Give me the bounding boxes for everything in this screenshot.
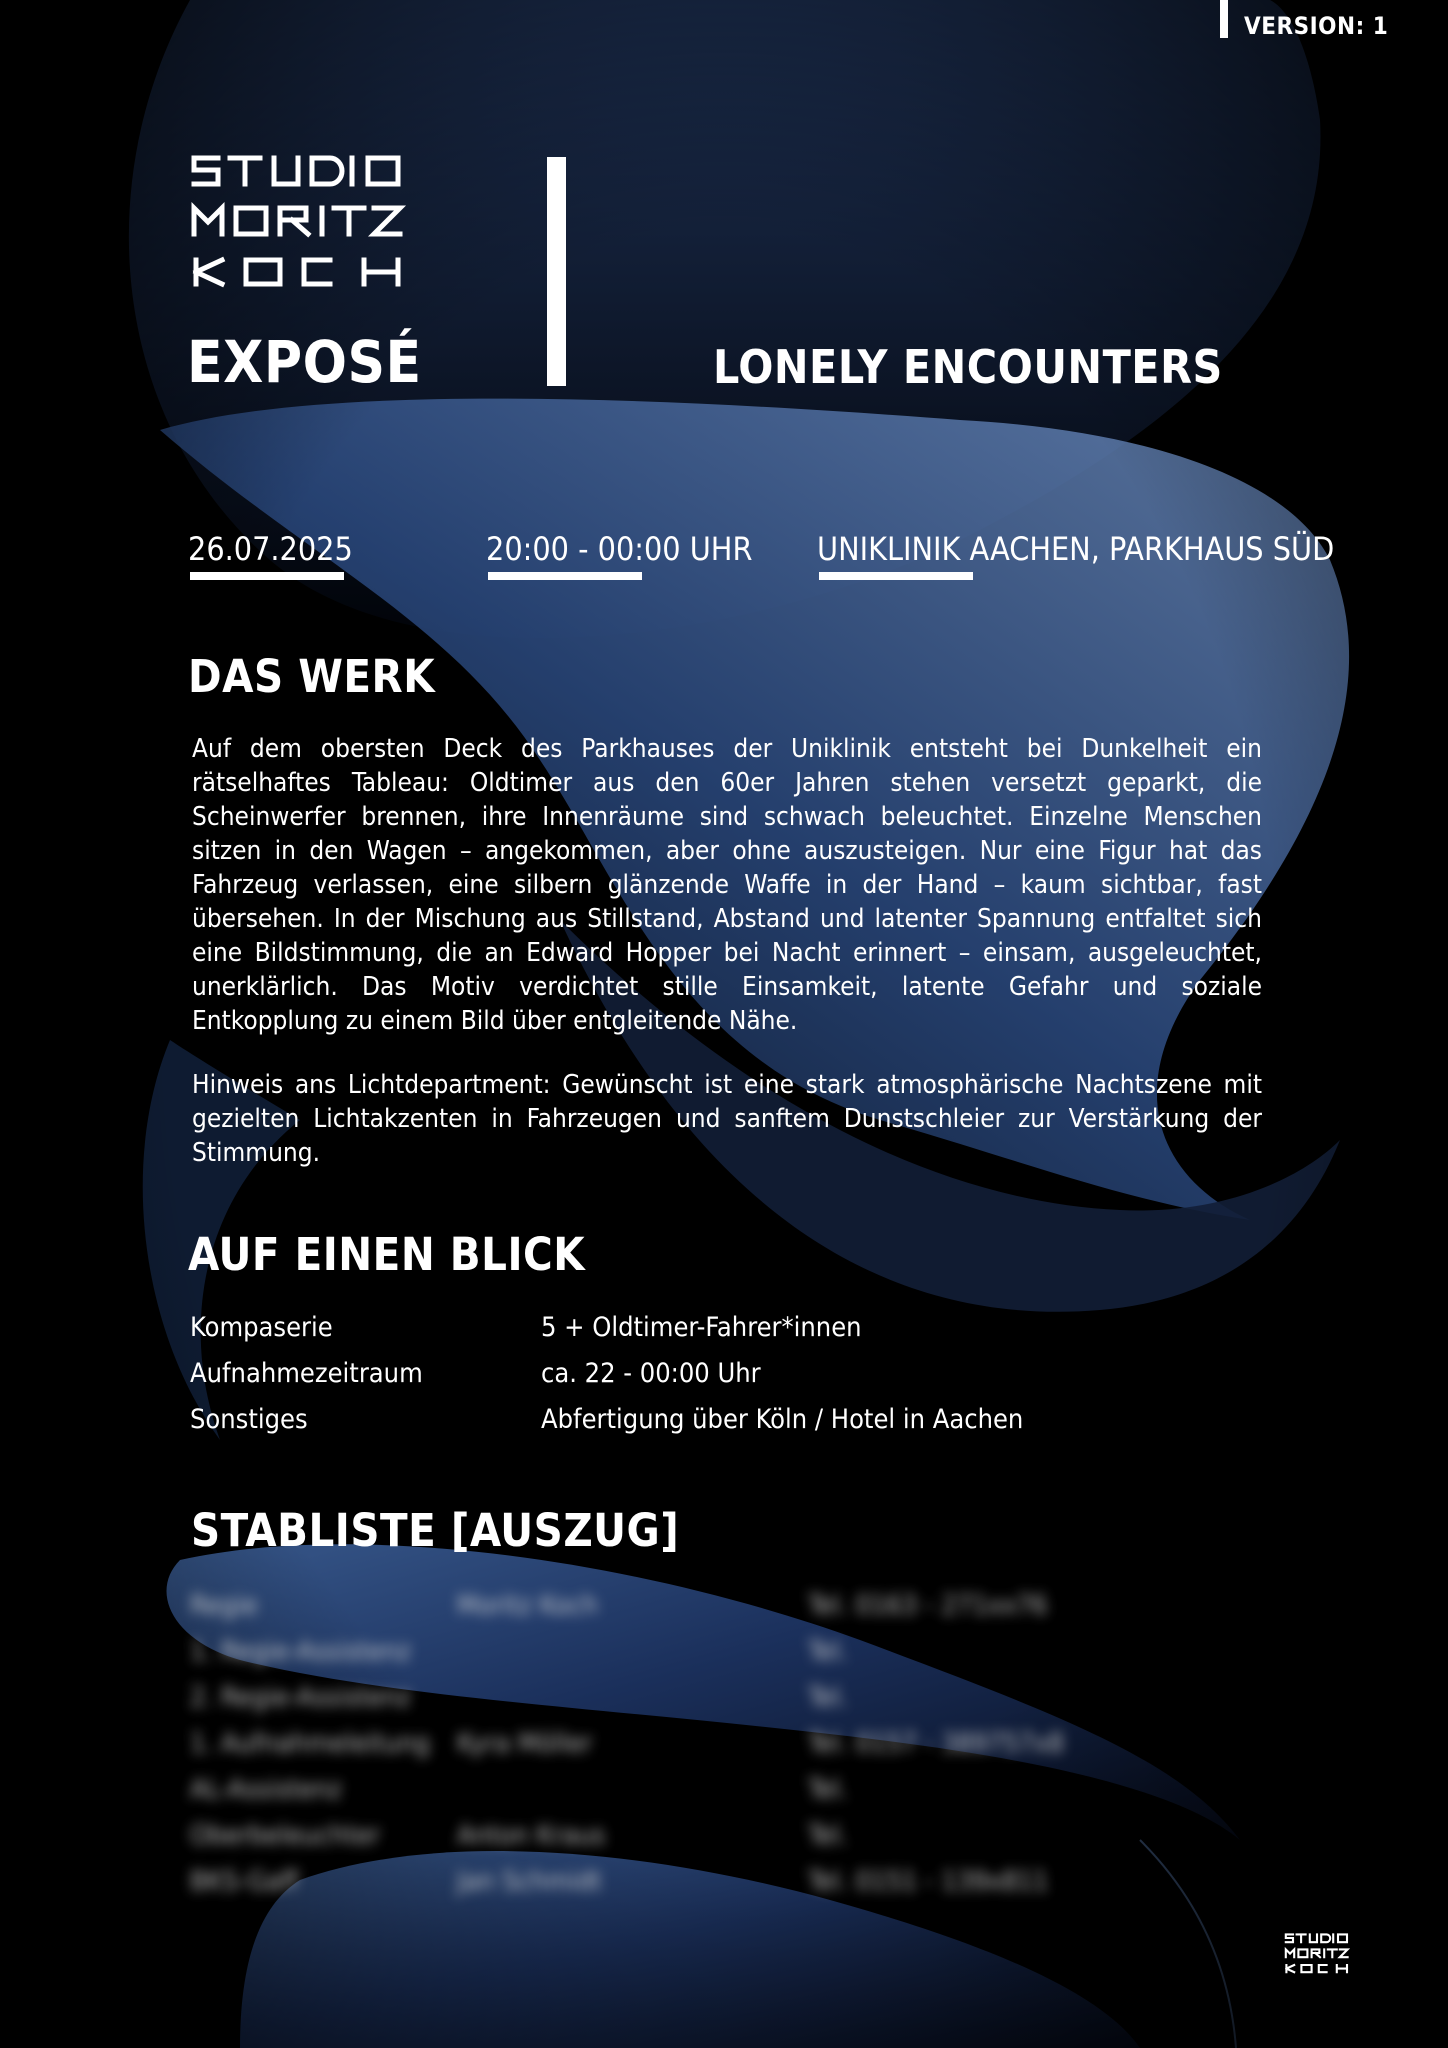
crew-role: Regie [190, 1590, 258, 1621]
crew-name: Kyra Möller [457, 1728, 593, 1759]
crew-heading: STABLISTE [AUSZUG] [191, 1504, 680, 1557]
crew-phone: Tel. [808, 1820, 848, 1851]
crew-role: Oberbeleuchter [190, 1820, 381, 1851]
header-divider [547, 157, 566, 386]
event-location: UNIKLINIK AACHEN, PARKHAUS SÜD [817, 530, 1335, 568]
date-underline [190, 572, 344, 580]
studio-logo-small [1284, 1922, 1350, 1984]
light-note-paragraph: Hinweis ans Lichtdepartment: Gewünscht ist eine stark atmosphärische Nachtszene mit gezielten Lichtakzenten in Fahrzeugen und sanftem Dunstschleier zur Verstärkung der Stimmung. [192, 1070, 1262, 1168]
event-time: 20:00 - 00:00 UHR [486, 530, 753, 568]
version-label: VERSION: 1 [1244, 12, 1389, 40]
event-date: 26.07.2025 [188, 530, 353, 568]
crew-role: BKS-Gaff [190, 1866, 299, 1897]
crew-role: 1. Regie-Assistenz [190, 1636, 411, 1667]
crew-phone: Tel. 0157 - 389757x8 [808, 1728, 1064, 1759]
location-underline [819, 572, 973, 580]
version-accent-bar [1220, 0, 1228, 38]
overview-label: Aufnahmezeitraum [190, 1358, 423, 1389]
overview-value: ca. 22 - 00:00 Uhr [541, 1358, 761, 1389]
crew-phone: Tel. 0163 - 271xx76 [808, 1590, 1048, 1621]
studio-logo [188, 152, 408, 288]
overview-heading: AUF EINEN BLICK [188, 1228, 586, 1281]
overview-value: 5 + Oldtimer-Fahrer*innen [541, 1312, 862, 1343]
crew-role: AL-Assistenz [190, 1774, 342, 1805]
crew-phone: Tel. [808, 1636, 848, 1667]
doc-type-title: EXPOSÉ [187, 328, 422, 396]
crew-role: 2. Regie-Assistenz [190, 1682, 411, 1713]
werk-heading: DAS WERK [188, 650, 436, 703]
crew-name: Anton Kraus [457, 1820, 606, 1851]
crew-name: Moritz Koch [457, 1590, 598, 1621]
overview-label: Sonstiges [190, 1404, 308, 1435]
time-underline [488, 572, 642, 580]
overview-label: Kompaserie [190, 1312, 333, 1343]
crew-phone: Tel. 0151 - 139x811 [808, 1866, 1049, 1897]
crew-role: 1. Aufnahmeleitung [190, 1728, 430, 1759]
crew-phone: Tel. [808, 1774, 848, 1805]
project-title: LONELY ENCOUNTERS [713, 340, 1223, 394]
overview-value: Abfertigung über Köln / Hotel in Aachen [541, 1404, 1024, 1435]
crew-name: Jan Schmidt [457, 1866, 602, 1897]
crew-phone: Tel. [808, 1682, 848, 1713]
werk-paragraph: Auf dem obersten Deck des Parkhauses der Uniklinik entsteht bei Dunkelheit ein rätselhaftes Tableau: Oldtimer aus den 60er Jahren stehen versetzt geparkt, die Scheinwerfer brennen, ihre Innenräume sind schwach beleuchtet. Einzelne Menschen sitzen in den Wagen – angekommen, aber ohne auszusteigen. Nur eine Figur hat das Fahrzeug verlassen, eine silbern glänzende Waffe in der Hand – kaum sichtbar, fast übersehen. In der Mischung aus Stillstand, Abstand und latenter Spannung entfaltet sich eine Bildstimmung, die an Edward Hopper bei Nacht erinnert – einsam, ausgeleuchtet, unerklärlich. Das Motiv verdichtet stille Einsamkeit, latente Gefahr und soziale Entkopplung zu einem Bild über entgleitende Nähe. [192, 734, 1262, 1036]
